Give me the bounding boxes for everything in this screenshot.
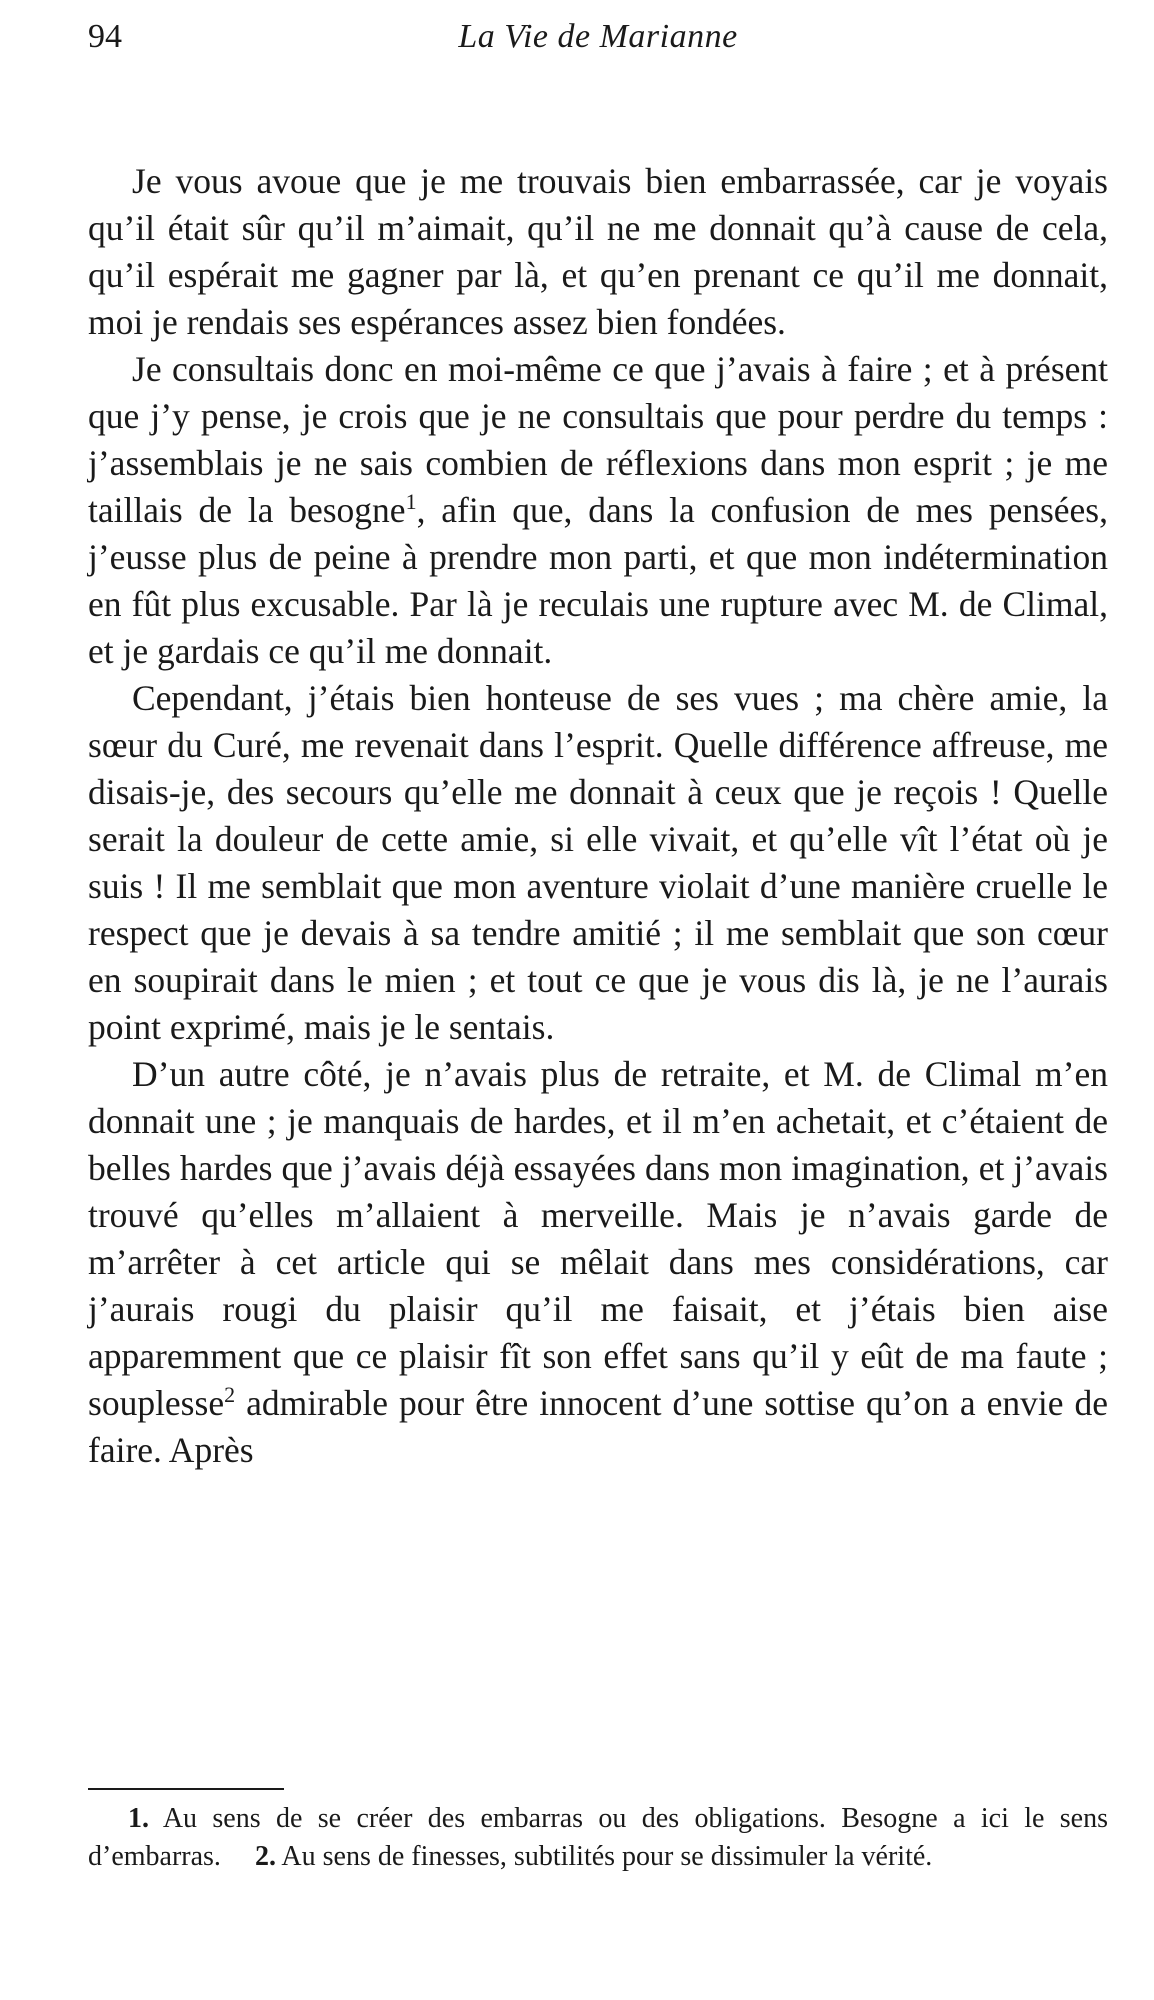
footnote-2-text: Au sens de finesses, subtilités pour se dissimuler la vérité. xyxy=(281,1841,933,1872)
page-header xyxy=(88,18,1108,74)
book-page xyxy=(88,18,1108,1474)
running-title: La Vie de Marianne xyxy=(458,18,738,55)
paragraph-1: Je vous avoue que je me trouvais bien embarrassée, car je voyais qu’il était sûr qu’il m’aimait, qu’il ne me donnait qu’à cause de cela, qu’il espérait me gagner par là, et qu’en prenant ce qu’il me donnait, moi je rendais ses espérances assez bien fondées. xyxy=(88,161,1108,342)
footnote-2-number: 2. xyxy=(254,1841,276,1872)
body-text xyxy=(88,158,1108,1474)
paragraph-2-text-end: , afin que, dans la confusion de mes pensées, j’eusse plus de peine à prendre mon parti, et que mon indétermination en fût plus excusable. Par là je reculais une rupture avec M. de Climal, et je gardais ce qu’il me donnait. xyxy=(88,490,1108,671)
paragraph-2 xyxy=(88,346,1108,675)
footnotes xyxy=(88,1800,1108,1876)
footnotes-block xyxy=(88,1800,1108,1876)
footnote-ref-1: 1 xyxy=(405,489,417,515)
paragraph-3: Cependant, j’étais bien honteuse de ses vues ; ma chère amie, la sœur du Curé, me revenait dans l’esprit. Quelle différence affreuse, me disais-je, des secours qu’elle me donnait à ceux que je reçois ! Quelle serait la douleur de cette amie, si elle vivait, et qu’elle vît l’état où je suis ! Il me semblait que mon aventure violait d’une manière cruelle le respect que je devais à sa tendre amitié ; il me semblait que son cœur en soupirait dans le mien ; et tout ce que je vous dis là, je ne l’aurais point exprimé, mais je le sentais. xyxy=(88,678,1108,1047)
paragraph-4-text-start: D’un autre côté, je n’avais plus de retraite, et M. de Climal m’en donnait une ; je manquais de hardes, et il m’en achetait, et c’étaient de belles hardes que j’avais déjà essayées dans mon imagination, et j’avais trouvé qu’elles m’allaient à merveille. Mais je n’avais garde de m’arrêter à cet article qui se mêlait dans mes considérations, car j’aurais rougi du plaisir qu’il me faisait, et j’étais bien aise apparemment que ce plaisir fît son effet sans qu’il y eût de ma faute ; souplesse xyxy=(88,1054,1108,1423)
footnote-ref-2: 2 xyxy=(224,1382,236,1408)
footnote-1-number: 1. xyxy=(128,1803,149,1834)
footnote-1-text: Au sens de se créer des embarras ou des obligations. Besogne a ici le sens d’embarras. xyxy=(88,1803,1108,1872)
paragraph-2-text-start: Je consultais donc en moi-même ce que j’avais à faire ; et à présent que j’y pense, je crois que je ne consultais que pour perdre du temps : j’assemblais je ne sais combien de réflexions dans mon esprit ; je me taillais de la besogne xyxy=(88,349,1108,530)
paragraph-4 xyxy=(88,1051,1108,1474)
paragraph-4-text-end: admirable pour être innocent d’une sottise qu’on a envie de faire. Après xyxy=(88,1383,1108,1470)
page-number: 94 xyxy=(88,18,122,55)
footnote-divider xyxy=(88,1788,284,1790)
